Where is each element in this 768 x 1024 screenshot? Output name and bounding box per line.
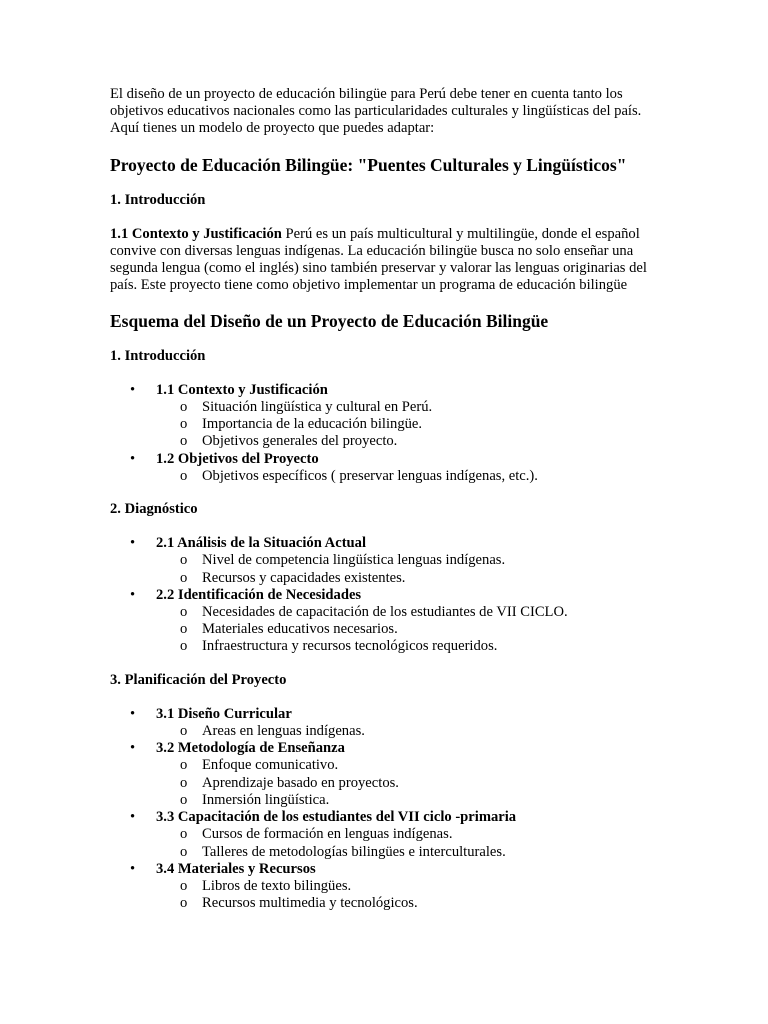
list-item: [110, 587, 670, 656]
section-heading: 1. Introducción: [110, 347, 206, 364]
sub-list-item-text: Cursos de formación en lenguas indígenas.: [202, 826, 453, 843]
circle-bullet-icon: o: [180, 467, 188, 484]
list-item: [110, 740, 670, 809]
sub-list: [156, 878, 670, 912]
sub-list: [156, 826, 670, 860]
circle-bullet-icon: o: [180, 433, 188, 450]
sub-list-item-text: Talleres de metodologías bilingües e interculturales.: [202, 843, 506, 860]
section-heading: 3. Planificación del Proyecto: [110, 671, 287, 688]
sub-list-item-text: Inmersión lingüística.: [202, 791, 330, 808]
sub-list-item: [156, 878, 670, 895]
bullet-icon: •: [130, 860, 136, 877]
circle-bullet-icon: o: [180, 791, 188, 808]
sub-list-item: [156, 552, 670, 569]
bullet-icon: •: [130, 535, 136, 552]
sub-list-item-text: Recursos y capacidades existentes.: [202, 569, 406, 586]
circle-bullet-icon: o: [180, 552, 188, 569]
sub-list-item: [156, 792, 670, 809]
circle-bullet-icon: o: [180, 877, 188, 894]
circle-bullet-icon: o: [180, 723, 188, 740]
sub-list: [156, 757, 670, 809]
circle-bullet-icon: o: [180, 399, 188, 416]
sub-list: [156, 468, 670, 485]
sub-list-item: [156, 416, 670, 433]
sub-list-item-text: Objetivos generales del proyecto.: [202, 433, 398, 450]
sub-list-item: [156, 468, 670, 485]
list-item-label: 3.4 Materiales y Recursos: [156, 860, 316, 877]
section-list: [110, 382, 670, 485]
sub-list-item-text: Libros de texto bilingües.: [202, 877, 352, 894]
sub-list-item: [156, 638, 670, 655]
bullet-icon: •: [130, 586, 136, 603]
circle-bullet-icon: o: [180, 621, 188, 638]
circle-bullet-icon: o: [180, 895, 188, 912]
sub-list-item-text: Enfoque comunicativo.: [202, 757, 339, 774]
bullet-icon: •: [130, 450, 136, 467]
sub-list-item-text: Necesidades de capacitación de los estudiantes de VII CICLO.: [202, 604, 568, 621]
circle-bullet-icon: o: [180, 843, 188, 860]
sub-list-item: [156, 723, 670, 740]
sub-list-item-text: Nivel de competencia lingüística lenguas indígenas.: [202, 552, 506, 569]
section-heading: 2. Diagnóstico: [110, 501, 198, 518]
sub-list-item: [156, 844, 670, 861]
sub-list-item-text: Situación lingüística y cultural en Perú.: [202, 399, 433, 416]
bullet-icon: •: [130, 381, 136, 398]
sub-list-item-text: Materiales educativos necesarios.: [202, 621, 398, 638]
project-title: Proyecto de Educación Bilingüe: "Puentes Culturales y Lingüísticos": [110, 154, 627, 175]
sub-list-item: [156, 621, 670, 638]
outline-sections: [110, 348, 670, 913]
list-item-label: 3.3 Capacitación de los estudiantes del VII ciclo -primaria: [156, 809, 517, 826]
sub-list-item-text: Recursos multimedia y tecnológicos.: [202, 895, 418, 912]
sub-list-item: [156, 604, 670, 621]
context-text: Perú es un país multicultural y multilingüe, donde el español convive con diversas lenguas indígenas. La educación bilingüe busca no solo enseñar una segunda lengua (como el inglés) sino también preservar y valorar las lenguas originarias del país. Este proyecto tiene como objetivo implementar un programa de educación bilingüe: [110, 225, 647, 294]
list-item: [110, 809, 670, 861]
sub-list-item: [156, 399, 670, 416]
sub-list-item: [156, 570, 670, 587]
list-item: [110, 382, 670, 451]
circle-bullet-icon: o: [180, 638, 188, 655]
section-list: [110, 706, 670, 912]
list-item: [110, 451, 670, 485]
sub-list-item: [156, 826, 670, 843]
bullet-icon: •: [130, 809, 136, 826]
circle-bullet-icon: o: [180, 757, 188, 774]
list-item: [110, 861, 670, 913]
circle-bullet-icon: o: [180, 826, 188, 843]
sub-list-item: [156, 895, 670, 912]
sub-list-item-text: Areas en lenguas indígenas.: [202, 723, 365, 740]
bullet-icon: •: [130, 740, 136, 757]
list-item-label: 1.1 Contexto y Justificación: [156, 381, 328, 398]
list-item-label: 3.1 Diseño Curricular: [156, 705, 292, 722]
context-paragraph: [110, 226, 670, 295]
sub-list: [156, 552, 670, 586]
context-label: 1.1 Contexto y Justificación: [110, 225, 282, 242]
sub-list-item-text: Aprendizaje basado en proyectos.: [202, 774, 399, 791]
bullet-icon: •: [130, 705, 136, 722]
circle-bullet-icon: o: [180, 774, 188, 791]
sub-list: [156, 723, 670, 740]
list-item-label: 2.1 Análisis de la Situación Actual: [156, 535, 367, 552]
sub-list-item-text: Infraestructura y recursos tecnológicos requeridos.: [202, 638, 498, 655]
intro-paragraph: El diseño de un proyecto de educación bilingüe para Perú debe tener en cuenta tanto los objetivos educativos nacionales como las particularidades culturales y lingüísticas del país. Aquí tienes un modelo de proyecto que puedes adaptar:: [110, 86, 642, 137]
list-item: [110, 706, 670, 740]
introduction-heading: 1. Introducción: [110, 191, 206, 208]
sub-list-item-text: Importancia de la educación bilingüe.: [202, 416, 423, 433]
section-list: [110, 535, 670, 655]
circle-bullet-icon: o: [180, 416, 188, 433]
sub-list-item: [156, 775, 670, 792]
sub-list-item: [156, 757, 670, 774]
sub-list: [156, 604, 670, 656]
sub-list-item: [156, 433, 670, 450]
circle-bullet-icon: o: [180, 604, 188, 621]
list-item-label: 1.2 Objetivos del Proyecto: [156, 450, 319, 467]
list-item: [110, 535, 670, 587]
circle-bullet-icon: o: [180, 569, 188, 586]
outline-title: Esquema del Diseño de un Proyecto de Educación Bilingüe: [110, 310, 549, 331]
document-body: [110, 86, 670, 928]
sub-list: [156, 399, 670, 451]
sub-list-item-text: Objetivos específicos ( preservar lenguas indígenas, etc.).: [202, 467, 538, 484]
list-item-label: 2.2 Identificación de Necesidades: [156, 586, 362, 603]
list-item-label: 3.2 Metodología de Enseñanza: [156, 740, 345, 757]
